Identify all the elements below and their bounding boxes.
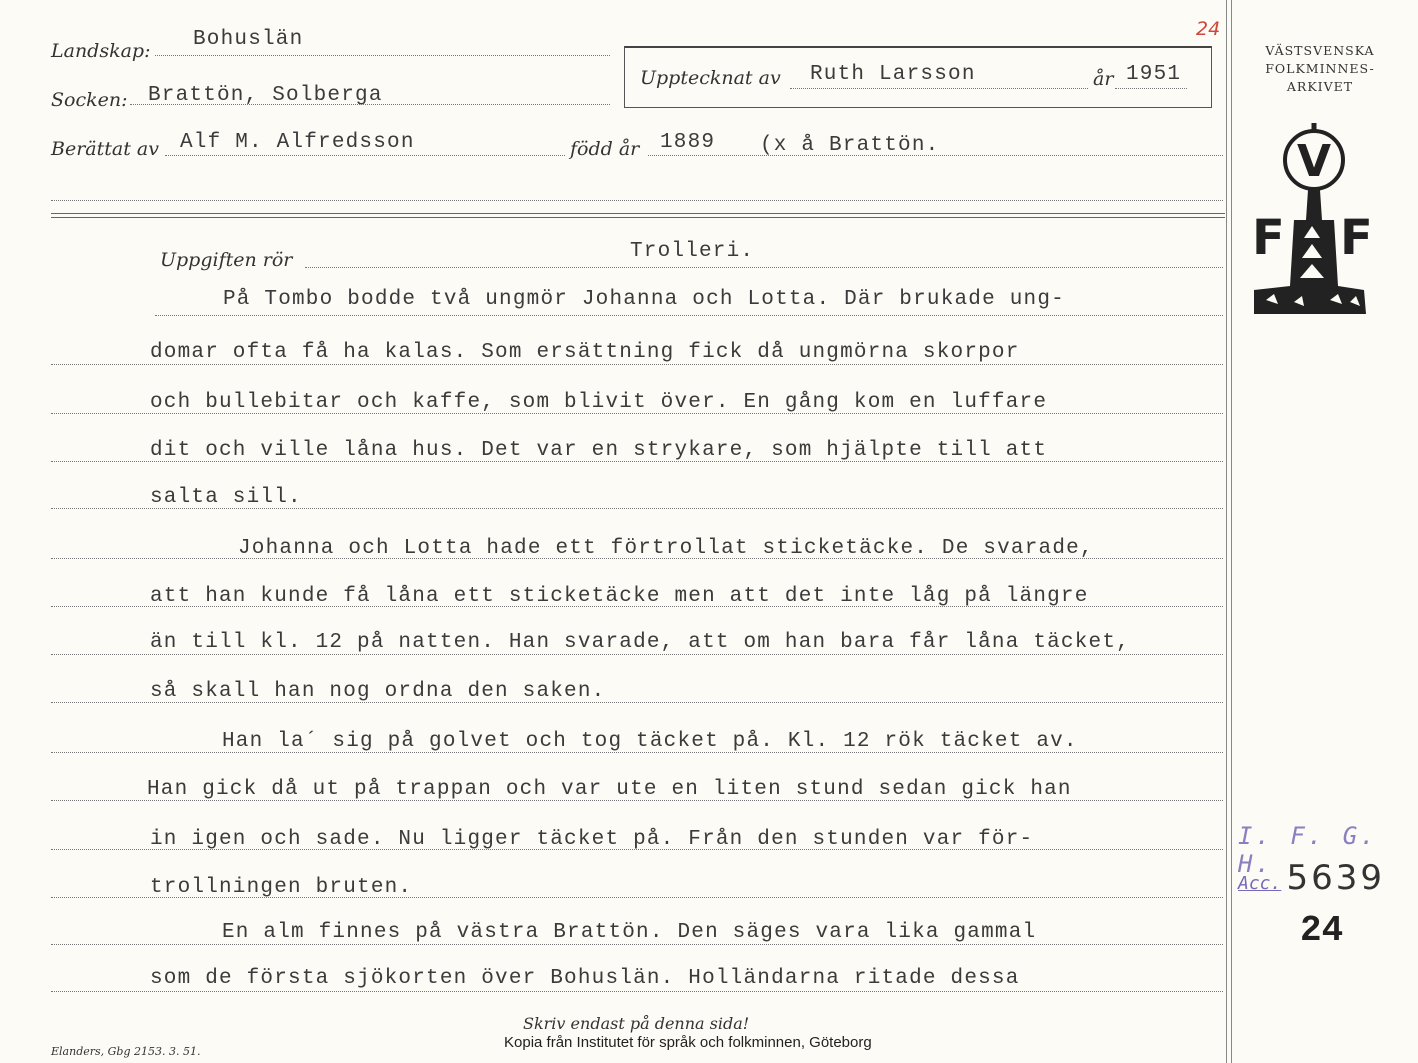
archive-line-2: FOLKMINNES- — [1265, 61, 1375, 76]
header-separator-2 — [51, 217, 1225, 218]
landskap-line — [155, 55, 610, 56]
rule-line — [51, 508, 1223, 509]
archive-name — [1240, 42, 1400, 96]
upptecknat-label: Upptecknat av — [640, 67, 781, 89]
subject-label: Uppgiften rör — [160, 249, 293, 271]
rule-line — [155, 315, 1223, 316]
rule-line — [51, 849, 1223, 850]
upptecknat-value: Ruth Larsson — [810, 63, 976, 86]
header-separator-1 — [51, 213, 1225, 214]
ar-label: år — [1093, 68, 1114, 90]
rule-line — [51, 558, 1223, 559]
body-line: så skall han nog ordna den saken. — [150, 680, 606, 703]
ar-line — [1115, 88, 1187, 89]
fodd-extra: (x å Brattön. — [760, 134, 940, 157]
rule-line — [51, 606, 1223, 607]
body-line: trollningen bruten. — [150, 876, 413, 899]
berattat-value: Alf M. Alfredsson — [180, 131, 415, 154]
accession-stamp-number-row — [1238, 858, 1385, 898]
rule-line — [51, 413, 1223, 414]
accession-label: Acc. — [1238, 873, 1282, 894]
berattat-label: Berättat av — [51, 138, 159, 160]
body-line: En alm finnes på västra Brattön. Den säges vara lika gammal — [222, 921, 1037, 944]
rule-line — [51, 897, 1223, 898]
archive-line-3: ARKIVET — [1286, 79, 1354, 94]
logo-letter-top: V — [1296, 136, 1332, 187]
rule-line — [51, 991, 1223, 992]
fodd-line — [648, 155, 1223, 156]
rule-line — [51, 800, 1223, 801]
rule-line — [51, 461, 1223, 462]
landskap-value: Bohuslän — [193, 28, 304, 51]
archive-logo-icon — [1246, 118, 1376, 318]
rule-line — [51, 752, 1223, 753]
body-line: Han gick då ut på trappan och var ute en liten stund sedan gick han — [147, 778, 1072, 801]
logo-letter-right: F — [1340, 210, 1373, 266]
archive-line-1: VÄSTSVENSKA — [1265, 43, 1375, 58]
socken-label: Socken: — [51, 89, 128, 111]
body-line: På Tombo bodde två ungmör Johanna och Lotta. Där brukade ung- — [223, 288, 1065, 311]
accession-stamp-header: I. F. G. H. — [1238, 822, 1378, 878]
fodd-label: född år — [570, 138, 640, 160]
rule-line — [51, 654, 1223, 655]
upptecknat-line — [790, 88, 1088, 89]
rule-line — [51, 702, 1223, 703]
body-line: och bullebitar och kaffe, som blivit över. En gång kom en luffare — [150, 391, 1048, 414]
subject-line — [305, 267, 1223, 268]
rule-line — [51, 944, 1223, 945]
body-line: än till kl. 12 på natten. Han svarade, att om han bara får låna täcket, — [150, 631, 1130, 654]
body-line: domar ofta få ha kalas. Som ersättning fick då ungmörna skorpor — [150, 341, 1020, 364]
body-line: att han kunde få låna ett sticketäcke men att det inte låg på längre — [150, 585, 1089, 608]
ar-value: 1951 — [1126, 63, 1182, 86]
body-line: Han la´ sig på golvet och tog täcket på. Kl. 12 rök täcket av. — [222, 730, 1078, 753]
body-line: in igen och sade. Nu ligger täcket på. Från den stunden var för- — [150, 828, 1034, 851]
landskap-label: Landskap: — [51, 40, 151, 62]
rule-line — [51, 364, 1223, 365]
body-line: Johanna och Lotta hade ett förtrollat sticketäcke. De svarade, — [238, 537, 1094, 560]
berattat-line — [165, 155, 565, 156]
footer-copy-note: Kopia från Institutet för språk och folkminnen, Göteborg — [504, 1034, 872, 1051]
subject-value: Trolleri. — [630, 240, 755, 263]
socken-value: Brattön, Solberga — [148, 84, 383, 107]
page-number-mark: 24 — [1196, 18, 1221, 40]
accession-number: 5639 — [1286, 858, 1385, 898]
form-right-border — [1226, 0, 1227, 1063]
body-line: som de första sjökorten över Bohuslän. Holländarna ritade dessa — [150, 967, 1020, 990]
logo-letter-left: F — [1252, 210, 1285, 266]
body-line: dit och ville låna hus. Det var en strykare, som hjälpte till att — [150, 439, 1048, 462]
footer-printer: Elanders, Gbg 2153. 3. 51. — [51, 1045, 201, 1058]
header-extra-line — [51, 200, 1223, 201]
form-right-border-inner — [1231, 0, 1232, 1063]
accession-page: 24 — [1300, 910, 1344, 951]
body-line: salta sill. — [150, 486, 302, 509]
fodd-value: 1889 — [660, 131, 716, 154]
socken-line — [130, 104, 610, 105]
footer-instruction: Skriv endast på denna sida! — [523, 1014, 750, 1033]
